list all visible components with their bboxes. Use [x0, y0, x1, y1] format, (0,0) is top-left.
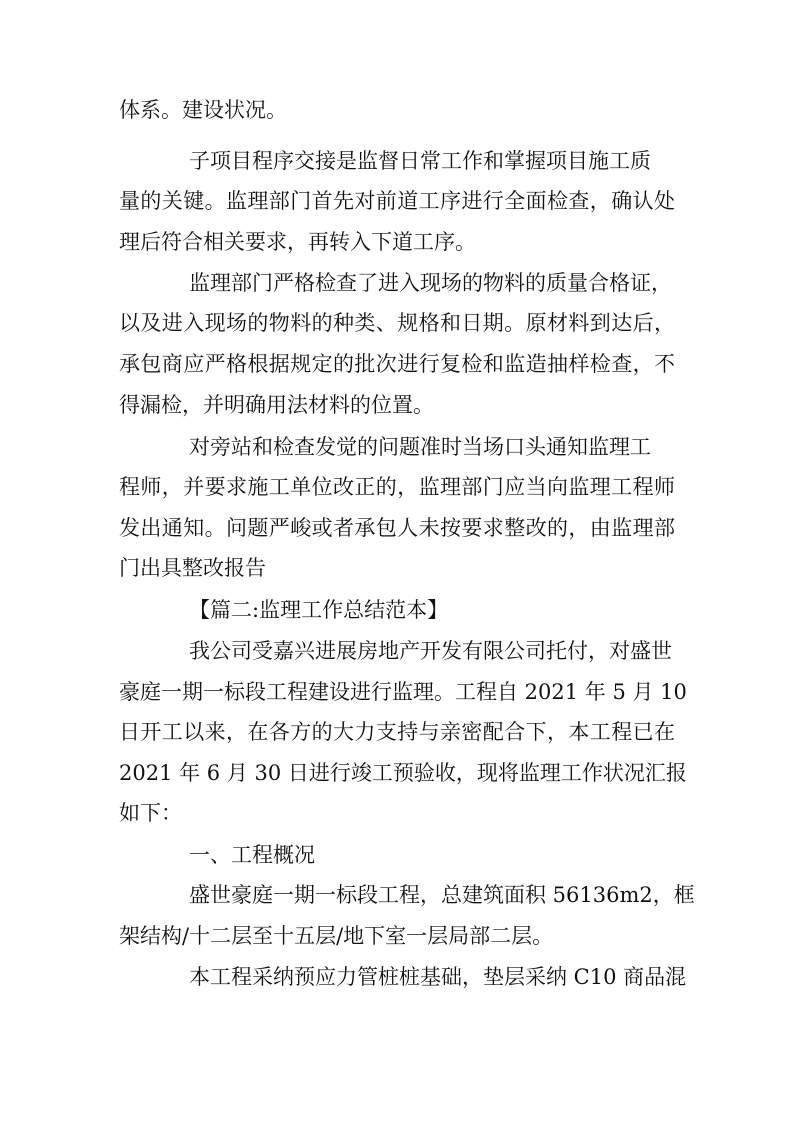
text-line: 量的关键。监理部门首先对前道工序进行全面检查，确认处 [119, 189, 675, 213]
paragraph-first-line: 监理部门严格检查了进入现场的物料的质量合格证， [189, 271, 672, 295]
text-line: 2021 年 6 月 30 日进行竣工预验收，现将监理工作状况汇报 [119, 761, 687, 785]
text-line: 发出通知。问题严峻或者承包人未按要求整改的，由监理部 [119, 516, 675, 540]
text-line: 日开工以来，在各方的大力支持与亲密配合下，本工程已在 [119, 720, 675, 744]
paragraph-first-line: 盛世豪庭一期一标段工程，总建筑面积 56136m2，框 [189, 883, 695, 907]
text-line: 豪庭一期一标段工程建设进行监理。工程自 2021 年 5 月 10 [119, 680, 687, 704]
paragraph-first-line: 我公司受嘉兴进展房地产开发有限公司托付，对盛世 [189, 639, 672, 663]
text-line: 门出具整改报告 [119, 556, 266, 580]
paragraph-first-line: 子项目程序交接是监督日常工作和掌握项目施工质 [189, 149, 651, 173]
paragraph-first-line: 对旁站和检查发觉的问题准时当场口头通知监理工 [189, 435, 651, 459]
text-line: 得漏检，并明确用法材料的位置。 [119, 393, 434, 417]
text-line: 承包商应严格根据规定的批次进行复检和监造抽样检查，不 [119, 352, 675, 376]
paragraph-first-line: 本工程采纳预应力管桩桩基础，垫层采纳 C10 商品混 [189, 965, 687, 989]
text-line: 理后符合相关要求，再转入下道工序。 [119, 230, 476, 254]
text-line: 如下： [119, 801, 182, 825]
text-line: 程师，并要求施工单位改正的，监理部门应当向监理工程师 [119, 475, 675, 499]
section-heading: 【篇二:监理工作总结范本】 [189, 598, 449, 622]
text-line: 以及进入现场的物料的种类、规格和日期。原材料到达后， [119, 311, 675, 335]
subsection-heading: 一、工程概况 [189, 843, 315, 867]
text-line: 架结构/十二层至十五层/地下室一层局部二层。 [119, 924, 554, 948]
text-line: 体系。建设状况。 [119, 98, 287, 122]
